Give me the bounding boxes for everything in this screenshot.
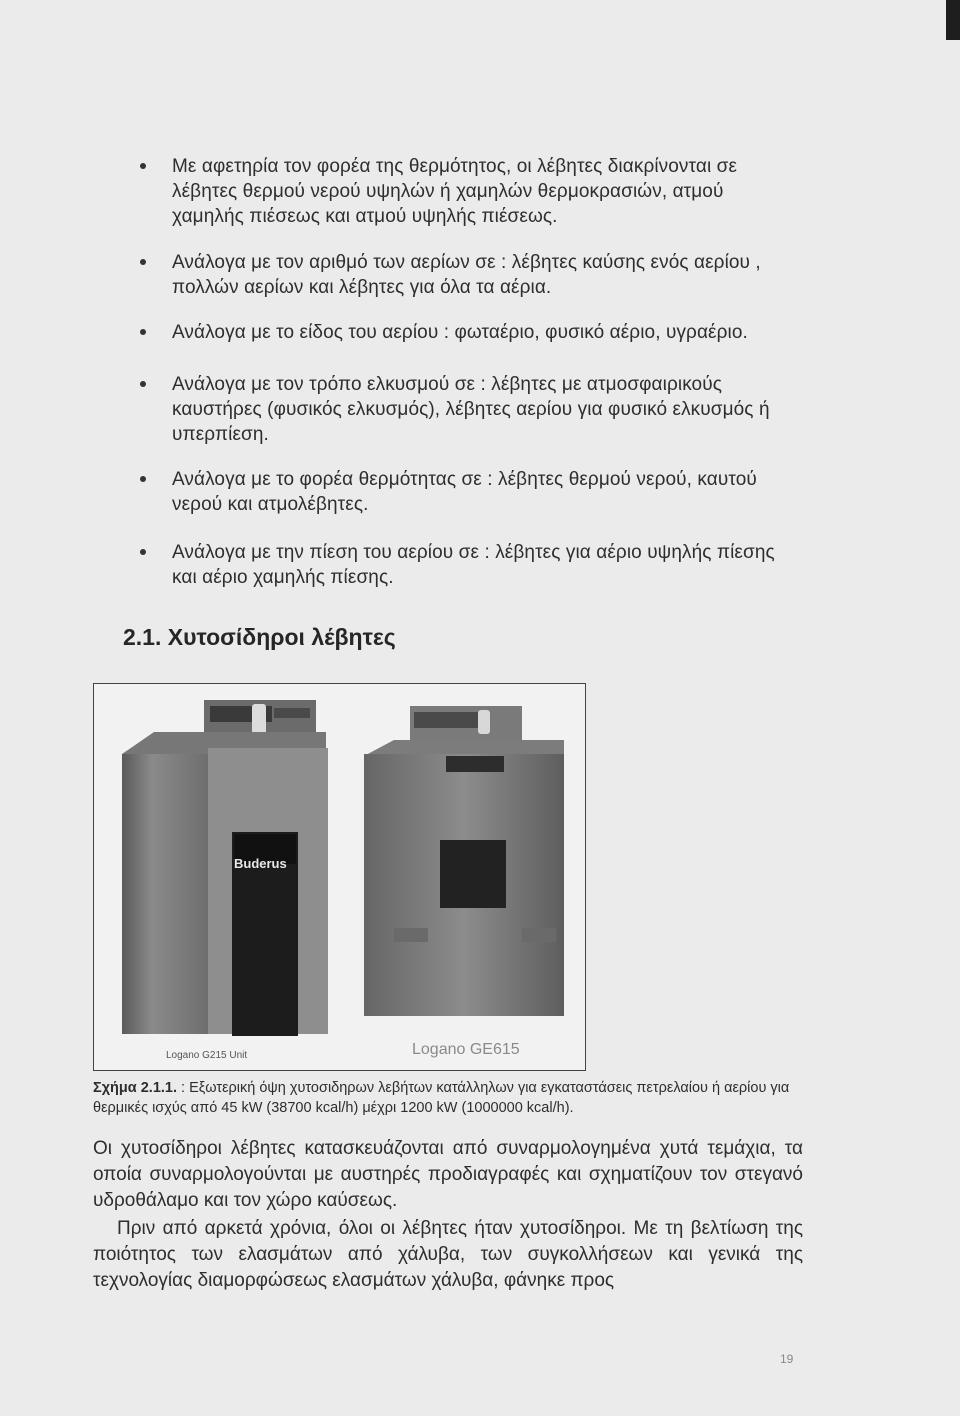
brand-logo: Buderus [234,856,287,871]
left-model-label: Logano G215 Unit [166,1050,248,1061]
body-paragraph [93,1216,803,1294]
paragraph-text: Πριν από αρκετά χρόνια, όλοι οι λέβητες ήταν χυτοσίδηροι. Με τη βελτίωση της ποιότητος των ελασμάτων από χάλυβα, των συγκολλήσεων και γενικά της τεχνολογίας διαμορφώσεως ελασμάτων χάλυβα, φάνηκε προς [93,1218,803,1291]
right-boiler [364,706,564,1016]
bullet-item [140,154,800,229]
bullet-dot-icon [140,163,146,169]
figure-caption [93,1078,803,1118]
boiler-figure [93,683,586,1071]
right-model-label: Logano GE615 [412,1041,520,1058]
bullet-text: Ανάλογα με την πίεση του αερίου σε : λέβητες για αέριο υψηλής πίεσης και αέριο χαμηλής πίεσης. [172,542,775,588]
bullet-dot-icon [140,259,146,265]
bullet-text: Ανάλογα με το φορέα θερμότητας σε : λέβητες θερμού νερού, καυτού νερού και ατμολέβητες. [172,469,757,515]
bullet-dot-icon [140,476,146,482]
bullet-text: Ανάλογα με το είδος του αερίου : φωταέριο, φυσικό αέριο, υγραέριο. [172,322,748,343]
section-heading: 2.1. Χυτοσίδηροι λέβητες [123,624,396,650]
bullet-text: Με αφετηρία τον φορέα της θερμότητος, οι λέβητες διακρίνονται σε λέβητες θερμού νερού υψηλών ή χαμηλών θερμοκρασιών, ατμού χαμηλής πιέσεως και ατμού υψηλής πιέσεως. [172,156,738,227]
bullet-item [140,320,800,345]
bullet-dot-icon [140,549,146,555]
caption-text: : Εξωτερική όψη χυτοσιδηρων λεβήτων κατάλληλων για εγκαταστάσεις πετρελαίου ή αερίου για θερμικές ισχύς από 45 kW (38700 kcal/h) μέχρι 1200 kW (1000000 kcal/h). [93,1080,790,1116]
bullet-dot-icon [140,329,146,335]
scan-edge [946,0,960,40]
bullet-text: Ανάλογα με τον αριθμό των αερίων σε : λέβητες καύσης ενός αερίου , πολλών αερίων και λέβητες για όλα τα αέρια. [172,252,761,298]
page-number: 19 [780,1352,794,1366]
bullet-item [140,467,800,517]
bullet-dot-icon [140,381,146,387]
bullet-item [140,540,800,590]
bullet-item [140,250,800,300]
bullet-item [140,372,800,447]
caption-label: Σχήμα 2.1.1. [93,1080,177,1096]
body-paragraph [93,1136,803,1214]
left-boiler [122,700,328,1036]
bullet-text: Ανάλογα με τον τρόπο ελκυσμού σε : λέβητες με ατμοσφαιρικούς καυστήρες (φυσικός ελκυσμός), λέβητες αερίου για φυσικό ελκυσμός ή υπερπίεση. [172,374,770,445]
paragraph-text: Οι χυτοσίδηροι λέβητες κατασκευάζονται από συναρμολογημένα χυτά τεμάχια, τα οποία συναρμολογούνται με αυστηρές προδιαγραφές και σχηματίζουν τον στεγανό υδροθάλαμο και τον χώρο καύσεως. [93,1138,803,1211]
boiler-illustration [94,684,585,1070]
